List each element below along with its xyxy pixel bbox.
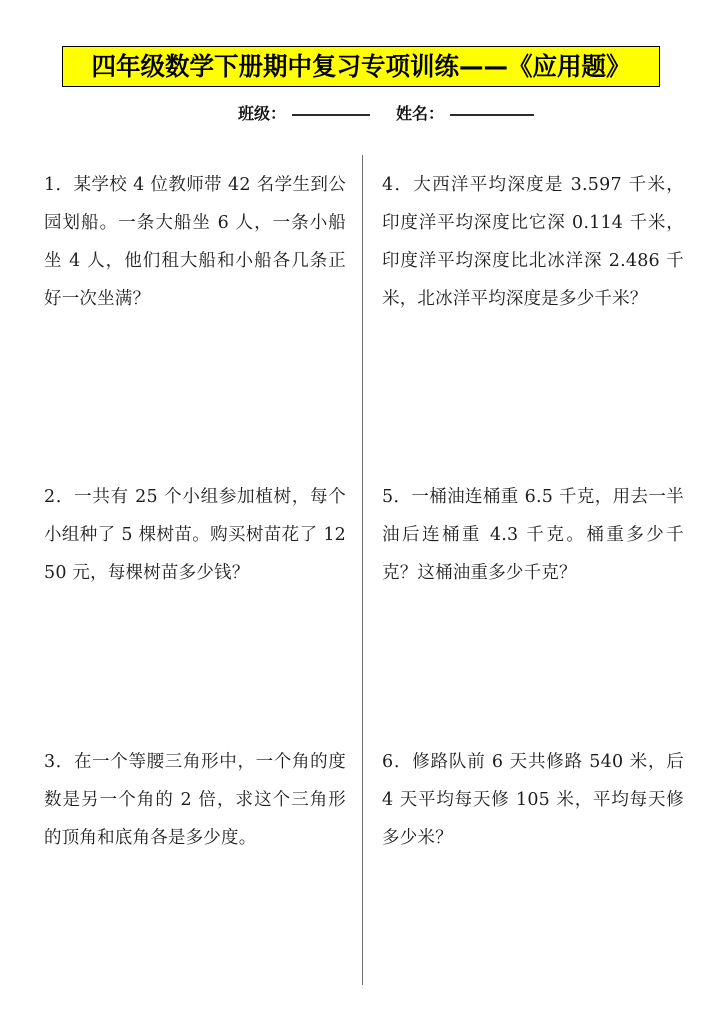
problem-1: 1．某学校 4 位教师带 42 名学生到公园划船。一条大船坐 6 人，一条小船坐 4 人，他们租大船和小船各几条正好一次坐满？ xyxy=(44,175,346,309)
page-title: 四年级数学下册期中复习专项训练——《应用题》 xyxy=(91,52,631,81)
problem-2: 2．一共有 25 个小组参加植树，每个小组种了 5 棵树苗。购买树苗花了 1250 元，每棵树苗多少钱？ xyxy=(44,487,346,583)
problem-5: 5．一桶油连桶重 6.5 千克，用去一半油后连桶重 4.3 千克。桶重多少千克？这桶油重多少千克？ xyxy=(382,487,684,583)
class-label: 班级： xyxy=(238,104,287,123)
problem-4: 4．大西洋平均深度是 3.597 千米，印度洋平均深度比它深 0.114 千米，印度洋平均深度比北冰洋深 2.486 千米，北冰洋平均深度是多少千米？ xyxy=(382,175,684,309)
name-label: 姓名： xyxy=(396,104,445,123)
problem-6: 6．修路队前 6 天共修路 540 米，后 4 天平均每天修 105 米，平均每天修多少米？ xyxy=(382,752,684,848)
problem-3: 3．在一个等腰三角形中，一个角的度数是另一个角的 2 倍，求这个三角形的顶角和底角各是多少度。 xyxy=(44,752,346,848)
